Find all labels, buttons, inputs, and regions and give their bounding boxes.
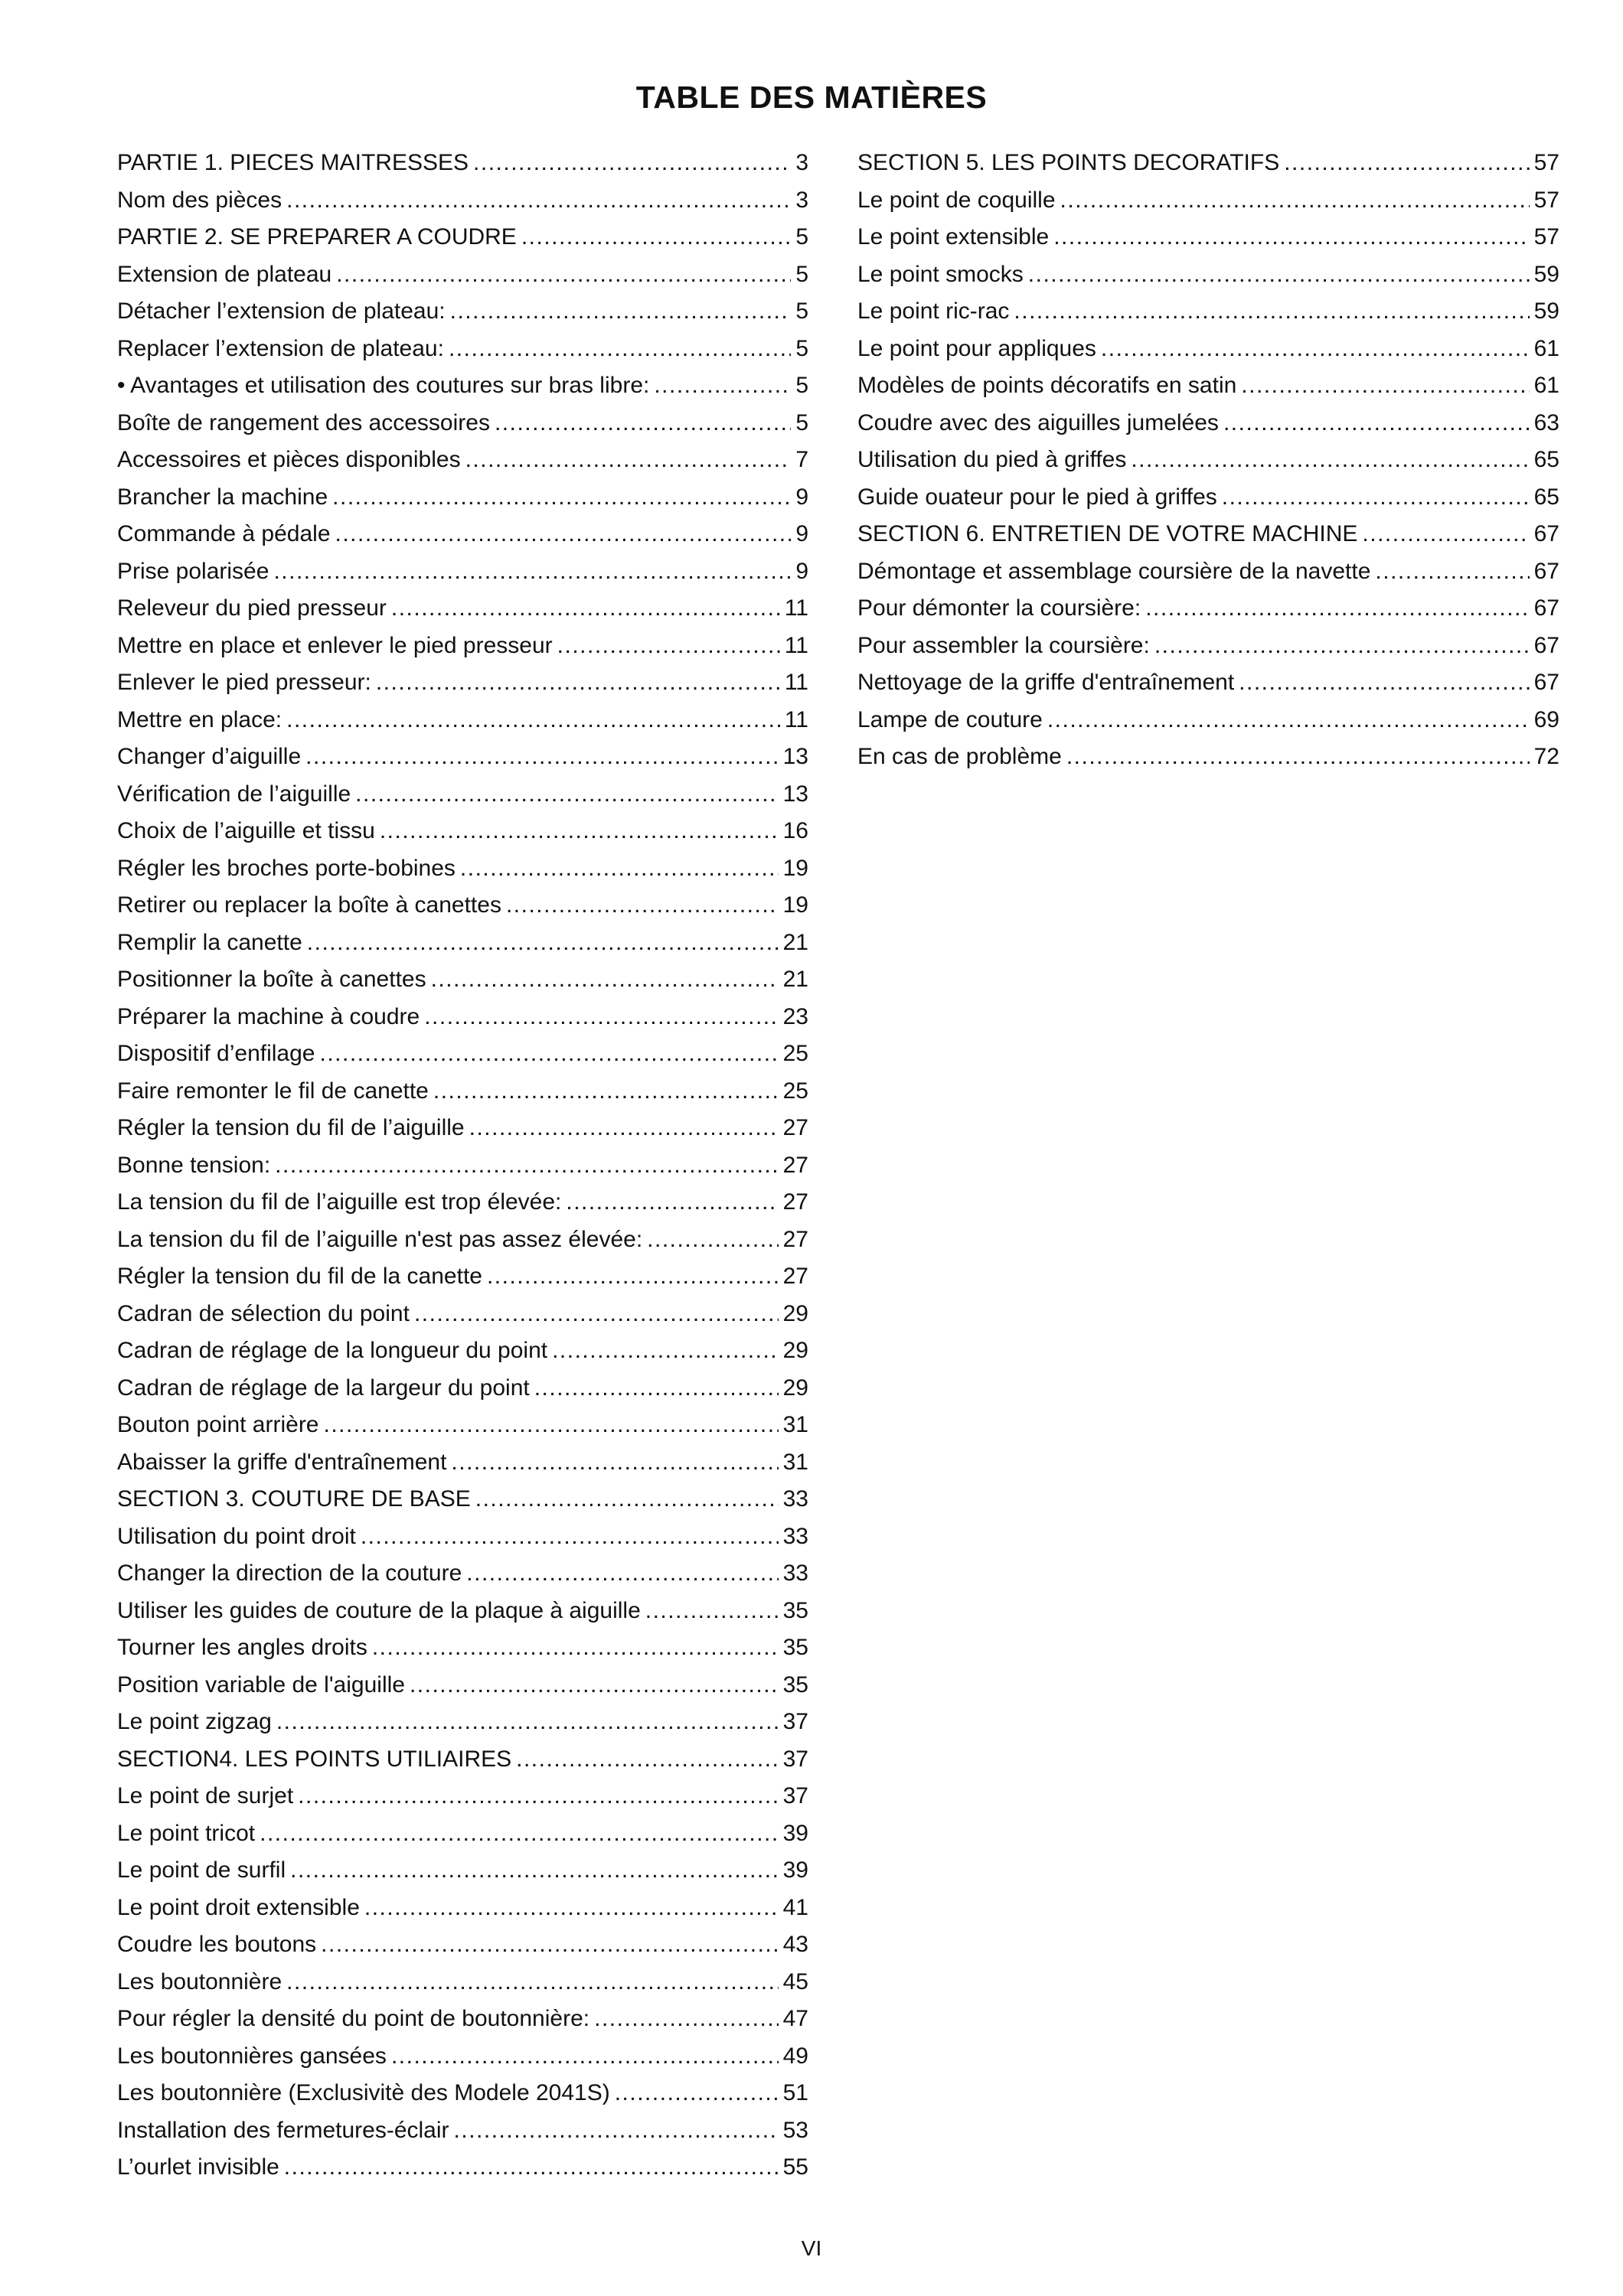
- toc-dot-leader: [319, 1041, 778, 1067]
- toc-entry-label: La tension du fil de l’aiguille est trop élevée:: [117, 1189, 562, 1215]
- toc-entry: [117, 1561, 808, 1598]
- toc-entry-label: Le point smocks: [857, 261, 1024, 287]
- toc-dot-leader: [534, 1375, 779, 1401]
- toc-entry: [117, 2006, 808, 2043]
- toc-entry-page: 37: [782, 1746, 808, 1772]
- toc-entry-page: 19: [782, 892, 808, 918]
- toc-entry-label: Position variable de l'aiguille: [117, 1671, 405, 1698]
- toc-dot-leader: [391, 595, 780, 621]
- toc-entry-label: L’ourlet invisible: [117, 2154, 279, 2180]
- toc-dot-leader: [286, 188, 791, 214]
- toc-entry-label: SECTION 6. ENTRETIEN DE VOTRE MACHINE: [857, 521, 1358, 546]
- toc-entry-page: 67: [1533, 595, 1559, 621]
- toc-dot-leader: [506, 892, 779, 918]
- toc-dot-leader: [391, 2043, 779, 2069]
- toc-entry-label: SECTION 5. LES POINTS DECORATIFS: [857, 150, 1280, 175]
- toc-entry: [117, 150, 808, 188]
- toc-entry-label: Les boutonnières gansées: [117, 2043, 387, 2069]
- toc-entry-label: • Avantages et utilisation des coutures sur bras libre:: [117, 373, 650, 398]
- toc-dot-leader: [307, 930, 779, 956]
- toc-entry: [857, 298, 1559, 336]
- toc-dot-leader: [361, 1524, 779, 1550]
- toc-entry: [117, 1709, 808, 1746]
- toc-entry-page: 63: [1533, 409, 1559, 435]
- toc-entry-label: Replacer l’extension de plateau:: [117, 335, 444, 361]
- toc-entry-page: 9: [795, 521, 808, 546]
- toc-entry-label: Changer d’aiguille: [117, 744, 302, 769]
- toc-entry-page: 59: [1533, 261, 1559, 287]
- toc-entry: [117, 1041, 808, 1078]
- toc-entry: [857, 150, 1559, 188]
- toc-entry-label: Positionner la boîte à canettes: [117, 967, 426, 992]
- toc-entry-page: 65: [1533, 484, 1559, 510]
- toc-entry-page: 5: [795, 261, 808, 287]
- toc-entry: [117, 1672, 808, 1710]
- toc-entry-page: 55: [782, 2154, 808, 2180]
- toc-dot-leader: [355, 781, 778, 807]
- toc-entry-page: 13: [782, 781, 808, 807]
- toc-entry: [117, 1153, 808, 1190]
- toc-entry-label: SECTION 3. COUTURE DE BASE: [117, 1486, 471, 1512]
- toc-entry: [857, 336, 1559, 373]
- toc-dot-leader: [566, 1189, 778, 1215]
- toc-dot-leader: [332, 484, 791, 510]
- toc-entry-label: Accessoires et pièces disponibles: [117, 447, 461, 472]
- toc-entry-label: Brancher la machine: [117, 484, 328, 510]
- toc-entry: [117, 224, 808, 262]
- toc-dot-leader: [324, 1412, 779, 1438]
- toc-dot-leader: [1145, 595, 1529, 621]
- toc-entry-page: 37: [782, 1783, 808, 1808]
- toc-entry: [117, 1189, 808, 1227]
- toc-entry-page: 31: [782, 1449, 808, 1475]
- toc-entry-page: 29: [782, 1300, 808, 1326]
- toc-entry-label: En cas de problème: [857, 744, 1062, 769]
- toc-entry-page: 41: [782, 1894, 808, 1920]
- toc-entry-label: Coudre avec des aiguilles jumelées: [857, 409, 1219, 435]
- toc-dot-leader: [495, 410, 791, 436]
- toc-entry-page: 11: [784, 706, 808, 732]
- toc-entry: [117, 670, 808, 707]
- toc-dot-leader: [1241, 373, 1529, 399]
- toc-entry: [857, 521, 1559, 559]
- toc-entry-page: 27: [782, 1226, 808, 1252]
- toc-dot-leader: [450, 298, 792, 325]
- toc-entry-page: 16: [782, 818, 808, 843]
- toc-dot-leader: [1047, 707, 1530, 733]
- toc-entry: [857, 188, 1559, 225]
- toc-dot-leader: [380, 818, 779, 844]
- toc-dot-leader: [1284, 150, 1529, 176]
- toc-entry-page: 45: [782, 1968, 808, 1994]
- toc-entry: [117, 521, 808, 559]
- toc-entry-label: Le point de coquille: [857, 187, 1056, 213]
- toc-dot-leader: [469, 1115, 779, 1141]
- toc-entry-label: Cadran de réglage de la longueur du point: [117, 1338, 548, 1363]
- toc-dot-leader: [654, 373, 791, 399]
- toc-entry: [117, 930, 808, 967]
- toc-entry: [117, 447, 808, 484]
- toc-entry: [117, 298, 808, 336]
- toc-dot-leader: [273, 559, 791, 585]
- toc-dot-leader: [286, 1969, 778, 1995]
- toc-entry-label: Vérification de l’aiguille: [117, 781, 351, 807]
- toc-entry: [117, 1301, 808, 1339]
- toc-entry-label: Dispositif d’enfilage: [117, 1041, 315, 1066]
- toc-dot-leader: [1053, 224, 1529, 250]
- toc-dot-leader: [552, 1338, 779, 1364]
- toc-entry-page: 27: [782, 1189, 808, 1215]
- toc-dot-leader: [305, 744, 778, 770]
- toc-entry-page: 5: [795, 409, 808, 435]
- toc-entry: [857, 559, 1559, 596]
- toc-entry-page: 57: [1533, 224, 1559, 249]
- toc-entry-page: 9: [795, 558, 808, 584]
- toc-entry-label: Bonne tension:: [117, 1152, 271, 1178]
- toc-entry: [857, 484, 1559, 522]
- toc-entry-page: 67: [1533, 670, 1559, 695]
- toc-entry: [857, 633, 1559, 670]
- toc-dot-leader: [557, 633, 780, 659]
- toc-dot-leader: [284, 2154, 779, 2180]
- toc-entry-page: 72: [1533, 744, 1559, 769]
- toc-entry-label: Nettoyage de la griffe d'entraînement: [857, 670, 1235, 695]
- toc-entry-page: 19: [782, 855, 808, 881]
- toc-entry-page: 21: [782, 967, 808, 992]
- toc-entry-page: 67: [1533, 558, 1559, 584]
- toc-entry-label: Remplir la canette: [117, 929, 302, 955]
- toc-dot-leader: [364, 1895, 779, 1921]
- toc-entry-page: 7: [795, 447, 808, 472]
- toc-entry: [117, 1635, 808, 1672]
- toc-dot-leader: [410, 1672, 779, 1698]
- toc-entry-page: 27: [782, 1264, 808, 1289]
- toc-entry-label: Extension de plateau: [117, 261, 332, 287]
- toc-entry: [117, 2080, 808, 2118]
- toc-entry: [117, 1227, 808, 1264]
- toc-dot-leader: [275, 1153, 778, 1179]
- toc-dot-leader: [594, 2006, 779, 2032]
- toc-entry: [117, 1746, 808, 1784]
- toc-dot-leader: [516, 1746, 778, 1773]
- toc-entry-label: Détacher l’extension de plateau:: [117, 298, 446, 324]
- toc-entry-label: Pour assembler la coursière:: [857, 632, 1150, 658]
- toc-entry-label: Changer la direction de la couture: [117, 1561, 462, 1586]
- toc-dot-leader: [1222, 484, 1530, 510]
- toc-entry: [117, 1450, 808, 1487]
- toc-entry-label: Le point zigzag: [117, 1709, 272, 1734]
- toc-entry: [117, 2043, 808, 2081]
- toc-entry: [117, 595, 808, 633]
- toc-entry-page: 3: [795, 150, 808, 175]
- toc-entry-label: Cadran de sélection du point: [117, 1300, 410, 1326]
- toc-entry-page: 35: [782, 1597, 808, 1623]
- toc-dot-leader: [1014, 298, 1529, 325]
- toc-dot-leader: [1375, 559, 1529, 585]
- toc-dot-leader: [372, 1635, 779, 1661]
- toc-dot-leader: [454, 2118, 779, 2144]
- toc-entry: [117, 1598, 808, 1636]
- toc-entry: [857, 744, 1559, 781]
- toc-entry-label: Le point pour appliques: [857, 335, 1096, 361]
- toc-entry-page: 5: [795, 335, 808, 361]
- toc-entry-label: Préparer la machine à coudre: [117, 1003, 420, 1029]
- toc-entry-label: Mettre en place et enlever le pied presseur: [117, 632, 553, 658]
- toc-entry: [117, 559, 808, 596]
- toc-entry-page: 57: [1533, 187, 1559, 213]
- toc-entry-label: Nom des pièces: [117, 187, 282, 213]
- toc-dot-leader: [1223, 410, 1530, 436]
- toc-entry-label: PARTIE 1. PIECES MAITRESSES: [117, 150, 469, 175]
- toc-entry-page: 43: [782, 1932, 808, 1957]
- toc-entry-page: 65: [1533, 447, 1559, 472]
- toc-entry-label: Le point de surfil: [117, 1857, 286, 1883]
- toc-entry: [857, 670, 1559, 707]
- toc-entry: [857, 410, 1559, 448]
- toc-dot-leader: [1060, 188, 1530, 214]
- toc-entry-page: 33: [782, 1561, 808, 1586]
- toc-entry-label: Régler la tension du fil de l’aiguille: [117, 1115, 465, 1140]
- toc-entry-page: 47: [782, 2006, 808, 2031]
- toc-entry-label: Coudre les boutons: [117, 1932, 317, 1957]
- toc-dot-leader: [290, 1857, 778, 1883]
- toc-entry-page: 5: [795, 373, 808, 398]
- toc-dot-leader: [276, 1709, 779, 1735]
- toc-entry-label: Commande à pédale: [117, 521, 331, 546]
- toc-entry: [117, 2118, 808, 2155]
- toc-right-column: [857, 150, 1559, 781]
- toc-entry-label: Retirer ou replacer la boîte à canettes: [117, 892, 501, 918]
- toc-entry-page: 5: [795, 298, 808, 324]
- toc-dot-leader: [433, 1078, 779, 1104]
- toc-entry-label: Démontage et assemblage coursière de la navette: [857, 558, 1371, 584]
- toc-entry: [117, 1932, 808, 1969]
- toc-entry-label: Modèles de points décoratifs en satin: [857, 373, 1237, 398]
- toc-entry-label: Le point extensible: [857, 224, 1050, 249]
- toc-entry: [857, 224, 1559, 262]
- toc-dot-leader: [647, 1227, 778, 1253]
- toc-dot-leader: [1028, 262, 1530, 288]
- toc-entry-page: 59: [1533, 298, 1559, 324]
- toc-entry-page: 29: [782, 1338, 808, 1363]
- toc-entry-page: 27: [782, 1152, 808, 1178]
- toc-entry-label: Le point de surjet: [117, 1783, 294, 1808]
- toc-entry: [857, 373, 1559, 410]
- toc-entry-label: Utilisation du point droit: [117, 1523, 356, 1549]
- toc-dot-leader: [260, 1821, 779, 1847]
- toc-dot-leader: [336, 262, 791, 288]
- toc-entry: [117, 1821, 808, 1858]
- toc-entry-page: 25: [782, 1078, 808, 1104]
- toc-dot-leader: [321, 1932, 778, 1958]
- toc-entry-label: Releveur du pied presseur: [117, 595, 387, 621]
- toc-entry: [117, 1969, 808, 2007]
- toc-entry-label: Guide ouateur pour le pied à griffes: [857, 484, 1217, 510]
- toc-entry-label: Le point droit extensible: [117, 1894, 360, 1920]
- toc-entry-label: Enlever le pied presseur:: [117, 670, 371, 695]
- toc-entry: [857, 447, 1559, 484]
- toc-entry-page: 35: [782, 1635, 808, 1660]
- toc-dot-leader: [466, 1561, 778, 1587]
- toc-dot-leader: [473, 150, 791, 176]
- toc-entry-page: 39: [782, 1820, 808, 1846]
- toc-entry-page: 61: [1533, 373, 1559, 398]
- toc-entry-label: Boîte de rangement des accessoires: [117, 409, 490, 435]
- toc-entry-label: Tourner les angles droits: [117, 1635, 367, 1660]
- toc-entry-label: Utiliser les guides de couture de la plaque à aiguille: [117, 1597, 641, 1623]
- toc-left-column: [117, 150, 808, 2192]
- toc-entry-page: 5: [795, 224, 808, 249]
- toc-entry: [117, 1486, 808, 1524]
- toc-dot-leader: [645, 1598, 779, 1624]
- toc-entry: [117, 1783, 808, 1821]
- toc-entry: [117, 188, 808, 225]
- toc-entry-label: Cadran de réglage de la largeur du point: [117, 1375, 530, 1401]
- toc-dot-leader: [615, 2080, 779, 2106]
- toc-dot-leader: [414, 1301, 779, 1327]
- toc-entry-label: Installation des fermetures-éclair: [117, 2117, 449, 2143]
- toc-entry-label: Mettre en place:: [117, 706, 282, 732]
- toc-dot-leader: [451, 1450, 778, 1476]
- toc-entry-page: 29: [782, 1375, 808, 1401]
- toc-entry: [117, 373, 808, 410]
- toc-entry-page: 67: [1533, 632, 1559, 658]
- toc-entry: [117, 1895, 808, 1932]
- toc-dot-leader: [298, 1783, 778, 1809]
- toc-entry-label: Le point ric-rac: [857, 298, 1010, 324]
- toc-entry-label: Bouton point arrière: [117, 1412, 319, 1437]
- toc-entry: [117, 892, 808, 930]
- toc-entry: [117, 2154, 808, 2192]
- toc-entry: [117, 1524, 808, 1561]
- toc-entry-label: Faire remonter le fil de canette: [117, 1078, 429, 1104]
- toc-entry: [117, 1078, 808, 1116]
- toc-entry: [117, 1338, 808, 1375]
- toc-entry-page: 49: [782, 2043, 808, 2069]
- toc-entry-label: Les boutonnière: [117, 1968, 282, 1994]
- toc-entry-page: 37: [782, 1709, 808, 1734]
- toc-entry: [117, 262, 808, 299]
- toc-entry-label: Choix de l’aiguille et tissu: [117, 818, 375, 843]
- toc-entry-label: Utilisation du pied à griffes: [857, 447, 1127, 472]
- toc-entry-page: 23: [782, 1003, 808, 1029]
- toc-entry-page: 9: [795, 484, 808, 510]
- toc-dot-leader: [487, 1264, 779, 1290]
- toc-entry-label: Régler la tension du fil de la canette: [117, 1264, 482, 1289]
- toc-entry-page: 3: [795, 187, 808, 213]
- toc-entry-page: 33: [782, 1523, 808, 1549]
- toc-entry-page: 53: [782, 2117, 808, 2143]
- toc-entry: [857, 595, 1559, 633]
- toc-entry-page: 61: [1533, 335, 1559, 361]
- toc-entry-label: Prise polarisée: [117, 558, 269, 584]
- toc-dot-leader: [1362, 521, 1529, 547]
- toc-dot-leader: [286, 707, 780, 733]
- toc-entry-label: La tension du fil de l’aiguille n'est pas assez élevée:: [117, 1226, 643, 1252]
- toc-entry-page: 21: [782, 929, 808, 955]
- toc-dot-leader: [424, 1004, 778, 1030]
- toc-entry: [117, 1412, 808, 1450]
- toc-entry-page: 39: [782, 1857, 808, 1883]
- toc-entry: [117, 1004, 808, 1042]
- toc-entry-page: 51: [782, 2080, 808, 2105]
- toc-entry-label: PARTIE 2. SE PREPARER A COUDRE: [117, 224, 517, 249]
- toc-dot-leader: [521, 224, 791, 250]
- toc-entry: [117, 1264, 808, 1301]
- toc-entry-page: 69: [1533, 706, 1559, 732]
- toc-entry: [117, 744, 808, 781]
- toc-dot-leader: [1239, 670, 1529, 696]
- toc-entry: [117, 336, 808, 373]
- toc-entry-label: Abaisser la griffe d'entraînement: [117, 1449, 447, 1475]
- toc-entry-page: 25: [782, 1041, 808, 1066]
- toc-dot-leader: [465, 447, 792, 473]
- toc-dot-leader: [475, 1486, 779, 1512]
- toc-entry-label: Régler les broches porte-bobines: [117, 855, 456, 881]
- toc-entry: [117, 484, 808, 522]
- toc-entry-page: 31: [782, 1412, 808, 1437]
- toc-entry-page: 13: [782, 744, 808, 769]
- toc-dot-leader: [1101, 336, 1530, 362]
- page-number: VI: [801, 2236, 822, 2260]
- toc-entry-label: SECTION4. LES POINTS UTILIAIRES: [117, 1746, 512, 1772]
- toc-dot-leader: [1066, 744, 1530, 770]
- toc-dot-leader: [1154, 633, 1530, 659]
- toc-entry: [117, 818, 808, 856]
- toc-entry: [117, 967, 808, 1004]
- toc-entry: [117, 707, 808, 745]
- toc-entry: [117, 1115, 808, 1153]
- toc-entry-page: 67: [1533, 521, 1559, 546]
- toc-entry: [117, 1857, 808, 1895]
- toc-entry: [117, 633, 808, 670]
- toc-dot-leader: [460, 856, 779, 882]
- toc-entry-page: 11: [784, 670, 808, 695]
- toc-entry: [117, 410, 808, 448]
- toc-entry-label: Pour démonter la coursière:: [857, 595, 1141, 621]
- toc-entry-label: Lampe de couture: [857, 706, 1043, 732]
- toc-dot-leader: [449, 336, 791, 362]
- toc-entry-page: 11: [784, 632, 808, 658]
- toc-entry: [857, 707, 1559, 745]
- toc-entry-label: Le point tricot: [117, 1820, 256, 1846]
- toc-entry-page: 33: [782, 1486, 808, 1512]
- toc-entry-page: 57: [1533, 150, 1559, 175]
- toc-entry-label: Les boutonnière (Exclusivitè des Modele 2041S): [117, 2080, 610, 2105]
- toc-dot-leader: [431, 967, 779, 993]
- toc-entry-page: 27: [782, 1115, 808, 1140]
- toc-entry: [117, 856, 808, 893]
- toc-dot-leader: [1131, 447, 1529, 473]
- page-title: TABLE DES MATIÈRES: [635, 80, 988, 115]
- toc-dot-leader: [335, 521, 792, 547]
- toc-entry: [117, 1375, 808, 1413]
- toc-entry: [117, 781, 808, 819]
- toc-entry-page: 35: [782, 1671, 808, 1698]
- toc-entry: [857, 262, 1559, 299]
- toc-dot-leader: [376, 670, 780, 696]
- toc-entry-page: 11: [784, 595, 808, 621]
- toc-entry-label: Pour régler la densité du point de boutonnière:: [117, 2006, 590, 2031]
